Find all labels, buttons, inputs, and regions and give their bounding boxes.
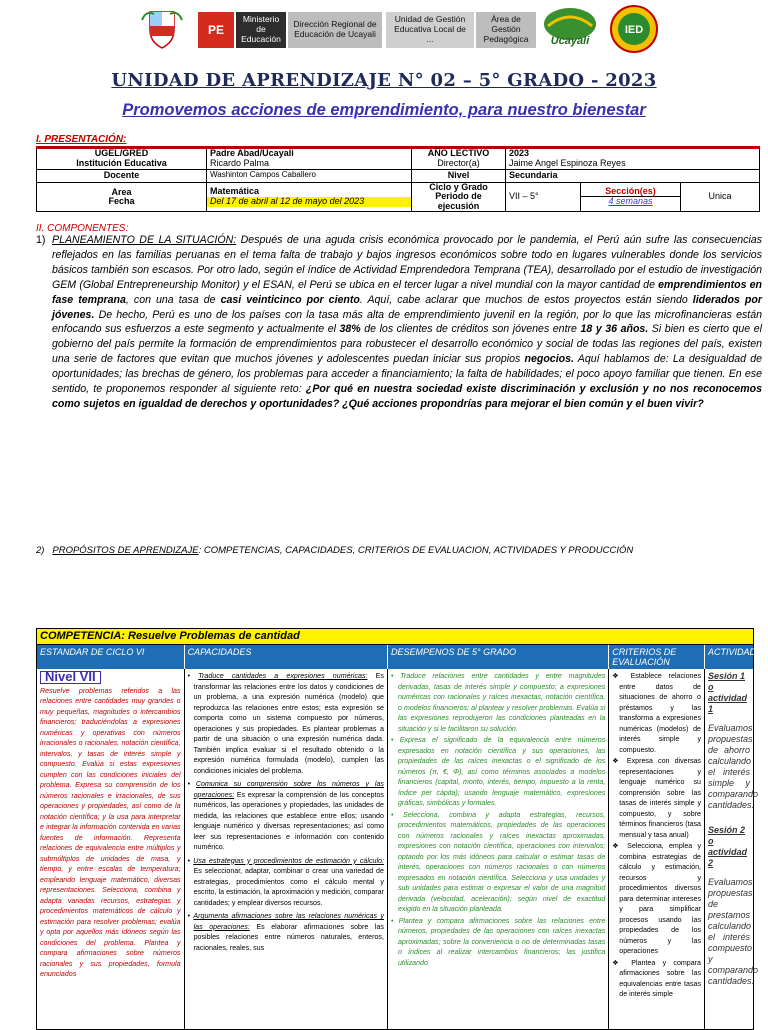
pe-badge: PE [198,12,234,48]
capacidad-item: • Traduce cantidades a expresiones numéricas: Es transformar las relaciones entre los datos y condiciones de un problema, a una expresión numérica (modelo) que reproduzca las relaciones entre estos; esta expresión se comporta como un sistema compuesto por números, operaciones y sus propiedades. Es plantear problemas a partir de una situación o una expresión numérica dada. También implica evaluar si el resultado obtenido o la expresión numérica formulada (modelo), cumplen las condiciones iniciales del problema. [187,672,384,775]
minedu-logo: Ministerio de Educación [236,12,286,48]
col-estandar: ESTANDAR DE CICLO VI [37,645,185,669]
text-span: de los clientes de créditos son jóvenes entre [360,323,581,336]
text-span: De hecho, Perú es uno de los países con la tasa más alta de emprendimiento juvenil en la región, por lo que las microfinancieras están enfocando sus esfuerzos a este segmento y actualmente el [52,308,762,336]
ciclo-label-cell [412,182,506,211]
capacidad-item: • Argumenta afirmaciones sobre las relaciones numéricas y las operaciones: Es elaborar afirmaciones sobre las posibles relaciones entre números naturales, enteros, racionales, reales, sus [187,912,384,952]
capacidad-heading: Usa estrategias y procedimientos de estimación y cálculo: [193,856,384,865]
reto-question: ¿Por qué en nuestra sociedad existe discriminación y exclusión y no nos reconocemos como sujetos en igualdad de derechos y oportunidades? ¿Qué acciones propondrías para mejorar el bien común y el buen vivir? [52,383,762,410]
director-value: Jaime Angel Espinoza Reyes [509,157,626,168]
criterio-item: ❖ Plantea y compara afirmaciones sobre las equivalencias entre tasas de interés simple [612,958,701,998]
highlight-span: 38% [339,323,361,336]
nivel-label: Nivel [412,169,506,182]
docente-label: Docente [37,169,207,182]
propositos-text: : COMPETENCIAS, CAPACIDADES, CRITERIOS DE EVALUACION, ACTIVIDADES Y PRODUCCIÓN [198,545,634,556]
criterios-cell [609,669,705,1029]
page-subtitle: Promovemos acciones de emprendimiento, para nuestro bienestar [122,101,646,119]
area-label: Area [111,186,132,197]
col-desempenos: DESEMPENOS DE 5° GRADO [388,645,609,669]
nivel-badge: Nivel VII [40,671,101,684]
capacidad-heading: Argumenta afirmaciones sobre las relaciones numéricas y las operaciones: [193,912,384,931]
situacion-text [52,233,762,412]
actividades-cell [705,669,759,1029]
ciclo-value: VII – 5° [506,182,581,211]
area-label-cell [37,182,207,211]
year-label-cell [412,148,506,170]
text-span: Si bien es cierto que el gobierno del país permite la formación de emprendimientos para robustecer el desarrollo económico y social de todas las regiones del país, existen una serie de factores que evitan que muchos jóvenes y adolescentes puedan iniciar sus propios [52,323,762,366]
ugel-label-cell [37,148,207,170]
criterio-item: ❖ Expresa con diversas representaciones y lenguaje numérico su comprensión sobre las tasas de interés simple y compuesto, y sobre términos financieros (tasa mensual y tasa anual) [612,757,701,839]
propositos-line [36,545,633,556]
year-value-cell [506,148,760,170]
fecha-label: Fecha [108,195,135,206]
desempeno-item: • Plantea y compara afirmaciones sobre las relaciones entre números, propiedades de las operaciones con raíces inexactas aproximadas; sobre la conveniencia o no de determinadas tasas o índices al realizar intercambios financieros; las justifica utilizando [390,916,606,967]
highlight-span: 18 y 36 años. [580,323,649,336]
desempeno-item: • Traduce relaciones entre cantidades y entre magnitudes derivadas, tasas de interés simple y compuesto; a expresiones numéricas con racionales y raíces inexactas, notación científica, o modelos financieros; al plantear y resolver problemas. Evalúa si las expresiones reprodujeron las condiciones planteadas en la situación y si le facilitaron su solución. [390,672,606,733]
text-span: , con una tasa de [125,293,221,306]
item-number: 1) [36,234,46,246]
capacidad-text: Es expresar la comprensión de los conceptos numéricos, las operaciones y propiedades, las unidades de medida, las relaciones que establece entre ellos; usando lenguaje numérico y diversas representaciones; así como leer sus representaciones e información con contenido numérico. [193,790,384,851]
semanas-value: 4 semanas [608,196,653,207]
ie-label: Institución Educativa [76,157,167,168]
desempenos-cell [388,669,609,1029]
area-value: Matemática [210,186,260,197]
capacidad-item: • Comunica su comprensión sobre los números y las operaciones: Es expresar la comprensión de los conceptos numéricos, las operaciones y propiedades, las unidades de medida, las relaciones que establece entre ellos; usando lenguaje numérico y diversas representaciones; así como leer sus representaciones e información con contenido numérico. [187,780,384,851]
fecha-value: Del 17 de abril al 12 de mayo del 2023 [207,197,411,207]
competencia-body [37,669,759,1029]
periodo-label: Periodo de ejecusión [435,191,482,211]
section-componentes: II. COMPONENTES: [36,223,129,234]
capacidad-heading: Traduce cantidades a expresiones numéricas: [198,672,368,680]
ugel-label: UGEL/GRED [94,148,149,159]
text-span: Después de una aguda crisis económica provocado por le pandemia, el Perú aún sufre las consecuencias reflejados en las familias peruanas en el tema falta de trabajo y bajos ingresos económicos sobre todo en lugares vulnerables donde los servicios básicos también son escasos. Por otro lado, según el índice de Actividad Emprendedora Temprana (TEA), desarrollado por el estudio de investigación GEM (Global Entrepreneurship Monitor) y el ESAN, el Perú se ubica en el tercer lugar a nivel mundial con la mayor cantidad de [52,234,762,291]
text-span: Aquí hablamos de: La desigualdad de oportunidades; las brechas de género, los problemas para acceder a financiamiento; la falta de habilidades; el poco apoyo familiar que tienen. En ese sentido, te proponemos responder al siguiente reto: [52,353,762,396]
capacidades-cell [185,669,388,1029]
highlight-span: casi veinticinco por ciento [220,293,360,306]
ucayali-logo-icon [540,6,600,52]
sesion-title: Sesión 2 o actividad 2 [708,825,748,868]
criterio-item: ❖ Establece relaciones entre datos de situaciones de ahorro o préstamos y las transforma a expresiones numéricas (modelos) de interés simple y compuesto. [612,672,701,754]
docente-value: Washinton Campos Caballero [207,169,412,182]
desempeno-text: Traduce relaciones entre cantidades y entre magnitudes derivadas, tasas de interés simple y compuesto; a expresiones numéricas con racionales y raíces inexactas, notación científica, o modelos financieros; al plantear y resolver problemas. Evalúa si las expresiones reprodujeron las condiciones planteadas en la situación y si le facilitaron su solución. [397,672,606,733]
ie-value: Ricardo Palma [210,157,270,168]
agp-logo: Área de Gestión Pedagógica [476,12,536,48]
competencia-title: COMPETENCIA: Resuelve Problemas de cantidad [37,629,753,645]
criterio-text: Plantea y compara afirmaciones sobre las equivalencias entre tasas de interés simple [619,958,701,998]
director-label: Director(a) [437,157,480,168]
capacidad-text: Es transformar las relaciones entre los datos y condiciones de un problema, a una expresión numérica (modelo) que reproduzca las relaciones entre estos; esta expresión se comporta como un sistema compuesto por números, operaciones y sus propiedades. Es plantear problemas a partir de una situación o una expresión numérica dada. También implica evaluar si el resultado obtenido o la expresión numérica formulada (modelo), cumplen las condiciones iniciales del problema. [193,672,384,775]
capacidad-item: • Usa estrategias y procedimientos de estimación y cálculo: Es seleccionar, adaptar, combinar o crear una variedad de estrategias, procedimientos como el cálculo mental y escrito, la estimación, la aproximación y medición, comparar cantidades; y emplear diversos recursos. [187,856,384,907]
highlight-span: negocios. [524,353,574,366]
header-logos [0,4,768,52]
secciones-label: Sección(es) [581,187,680,198]
capacidad-heading: Comunica su comprensión sobre los números y las operaciones: [193,780,384,799]
capacidad-text: Es seleccionar, adaptar, combinar o crear una variedad de estrategias, procedimientos como el cálculo mental y escrito, la estimación, la aproximación y medición, comparar cantidades; y emplear diversos recursos. [193,867,384,907]
year-value: 2023 [509,148,530,158]
info-table [36,146,760,212]
col-capacidades: CAPACIDADES [185,645,388,669]
section-presentacion: I. PRESENTACIÓN: [36,134,127,145]
peru-coat-of-arms-icon [140,6,184,50]
page-title: UNIDAD DE APRENDIZAJE N° 02 – 5° GRADO - 2023 [111,70,657,91]
seccion-value: Unica [681,182,760,211]
highlight-span: emprendimientos en fase temprana [52,278,763,306]
desempeno-text: Plantea y compara afirmaciones sobre las relaciones entre números, propiedades de las operaciones con raíces inexactas aproximadas; sobre la conveniencia o no de determinadas tasas o índices al realizar intercambios financieros; las justifica utilizando [397,916,606,967]
highlight-span: liderados por jóvenes. [52,293,762,321]
column-headers [37,645,768,669]
criterio-text: Expresa con diversas representaciones y lenguaje numérico su comprensión sobre las tasas de interés simple y compuesto, y sobre términos financieros (tasa mensual y tasa anual) [619,757,701,839]
area-value-cell [207,182,412,211]
col-actividades: ACTIVIDADES [708,647,768,657]
capacidad-text: Es elaborar afirmaciones sobre las posibles relaciones entre números naturales, enteros, racionales, reales, sus [193,922,384,952]
ugel-value-cell [207,148,412,170]
text-span: . Aquí, cabe aclarar que muchos de estos proyectos están siendo [359,293,693,306]
ugel-value: Padre Abad/Ucayali [210,148,294,158]
sesion-title: Sesión 1 o actividad 1 [708,671,748,714]
situacion-paragraph [36,233,762,412]
criterio-text: Establece relaciones entre datos de situaciones de ahorro o préstamos y las transforma a expresiones numéricas (modelos) de interés simple y compuesto. [619,672,701,754]
year-label: AÑO LECTIVO [427,148,490,158]
desempeno-item: • Expresa el significado de la equivalencia entre números expresados en notación científica y sus operaciones, las propiedades de las raíces inexactas o el significado de los números (π, €, Φ), así como términos asociados a modelos financieros (capital, monto, interés, tiempo, impuesto a la renta, índice per cápita); usando lenguaje matemático, expresiones gráficas, simbólicas y formales. [390,736,606,807]
sesion-text: Evaluamos propuestas de prestamos calculando el interés compuesto y comparando cantidades. [708,877,759,986]
criterio-text: Selecciona, emplea y combina estrategias de cálculo y estimación, recursos y procedimientos diversos para determinar intereses y para simplificar procesos usando las propiedades de los números y las operaciones [619,842,701,955]
col-criterios: CRITERIOS DE EVALUACIÓN [609,645,705,669]
ucayali-logo-text: Ucayali [550,35,590,47]
estandar-text: Resuelve problemas referidos a las relaciones entre cantidades muy grandes o muy pequeñas, magnitudes o intercambios financieros; traduciéndolas a expresiones numéricas y operativas con números irracionales o racionales, notación científica, intervalos, y tasas de interés simple y compuesto. Evalúa si estas expresiones cumplen con las condiciones iniciales del problema. Expresa su comprensión de los números racionales e irracionales, de sus operaciones y propiedades, así como de la notación científica; y la usa para interpretar e integrar la información contenida en varias fuentes de información. Representa relaciones de equivalencia entre múltiplos y submúltiplos de unidades de masa, y tiempo, y entre escalas de temperatura; empleando lenguaje matemático, diversas representaciones. Selecciona, combina y adapta variadas recursos, estrategias y procedimientos matemáticos de cálculo y estimación para resolver problemas; evalúa y opta por aquellos más idóneos según las condiciones del problema. Plantea y compara afirmaciones sobre números racionales y sus propiedades, formula enunciados [40,686,181,978]
situacion-heading: PLANEAMIENTO DE LA SITUACIÓN: [52,234,237,246]
sesion-text: Evaluamos propuestas de ahorro calculando el interés simple y comparando cantidades. [708,723,759,810]
school-seal-icon [606,4,662,54]
school-seal-text: IED [624,24,644,36]
dre-logo: Dirección Regional de Educación de Ucayali [288,12,382,48]
desempeno-item: • Selecciona, combina y adapta estrategias, recursos, procedimientos matemáticos, propiedades de las operaciones con números racionales y raíces inexactas aproximadas, expresiones con notación científica, operaciones con intervalos; optando por los más idóneos para calcular o estimar tasas de interés, operaciones con números racionales o con números expresados en notación científica. Selecciona y usa unidades y sub unidades para estimar o expresar el valor de una magnitud derivada (velocidad, aceleración); según nivel de exactitud exigido en la situación planteada. [390,810,606,913]
item-number: 2) [36,545,45,556]
ciclo-label: Ciclo y Grado [429,181,488,192]
propositos-heading: PROPÓSITOS DE APRENDIZAJE [52,545,199,556]
competencia-table [36,628,768,1030]
estandar-cell [37,669,185,1029]
desempeno-text: Expresa el significado de la equivalencia entre números expresados en notación científica y sus operaciones, las propiedades de las raíces inexactas o el significado de los números (π, €, Φ), así como términos asociados a modelos financieros (capital, monto, interés, tiempo, impuesto a la renta, índice per cápita); usando lenguaje matemático, expresiones gráficas, simbólicas y formales. [397,736,606,807]
desempeno-text: Selecciona, combina y adapta estrategias, recursos, procedimientos matemáticos, propiedades de las operaciones con números racionales y raíces inexactas aproximadas, expresiones con notación científica, operaciones con intervalos; optando por los más idóneos para calcular o estimar tasas de interés, operaciones con números racionales o con números expresados en notación científica. Selecciona y usa unidades y sub unidades para estimar o expresar el valor de una magnitud derivada (velocidad, aceleración); según nivel de exactitud exigido en la situación planteada. [397,810,606,913]
secciones-cell [581,182,681,211]
criterio-item: ❖ Selecciona, emplea y combina estrategias de cálculo y estimación, recursos y procedimientos diversos para determinar intereses y para simplificar procesos usando las propiedades de los números y las operaciones [612,842,701,955]
nivel-value: Secundaria [506,169,760,182]
ugel-logo: Unidad de Gestión Educativa Local de ... [386,12,474,48]
